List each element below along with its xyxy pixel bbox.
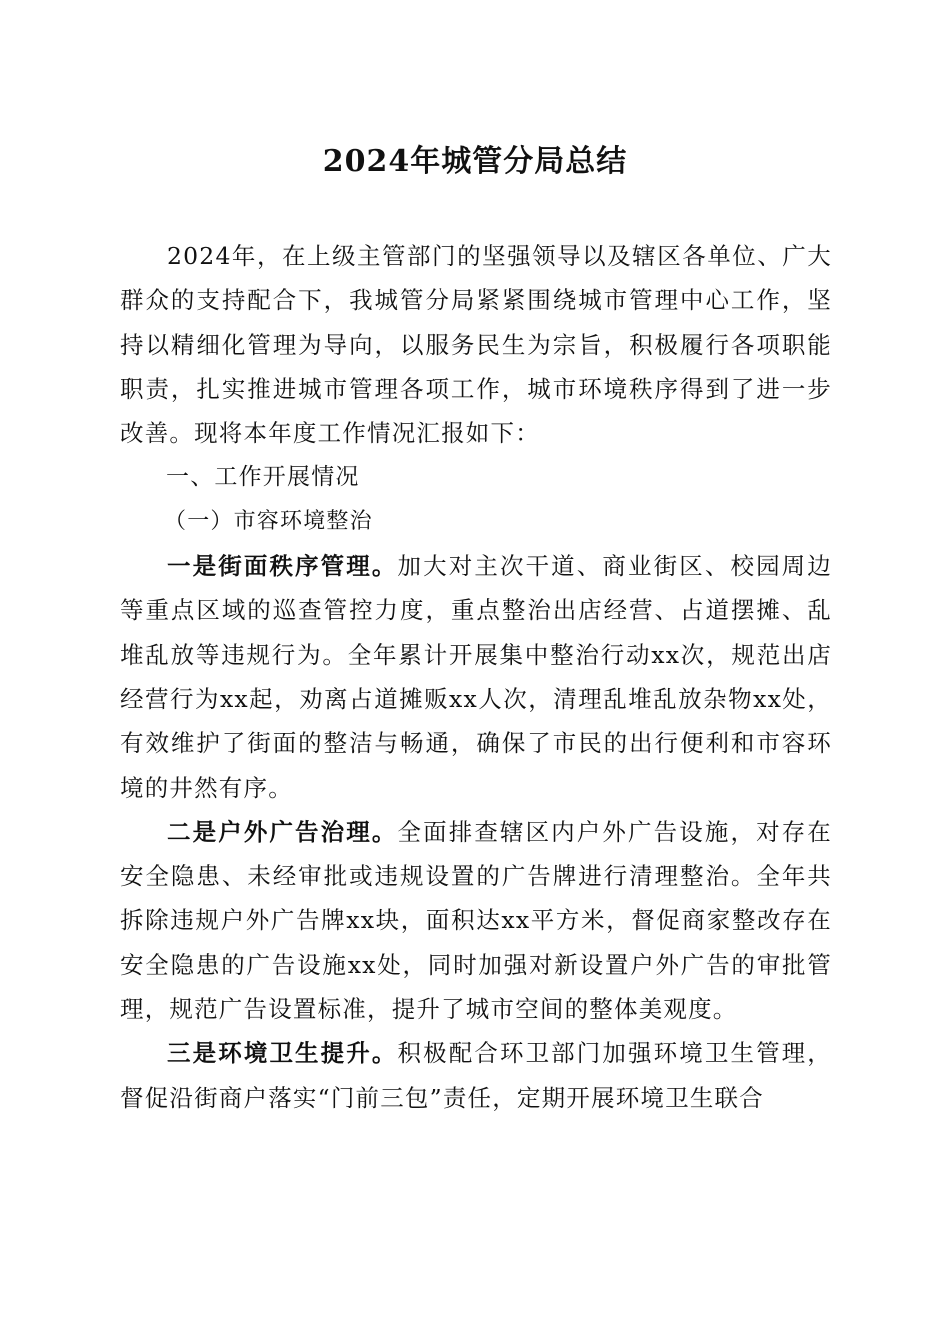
item-paragraph-2: [120, 810, 832, 1031]
item-paragraph-1: [120, 544, 832, 810]
subsection-heading: （一）市容环境整治: [164, 508, 373, 534]
section-heading: 一、工作开展情况: [166, 464, 360, 491]
item-lead-1: 一是街面秩序管理。: [167, 552, 398, 581]
document-body: [120, 234, 832, 1120]
item-lead-2: 二是户外广告治理。: [167, 817, 398, 846]
intro-paragraph: 2024年，在上级主管部门的坚强领导以及辖区各单位、广大群众的支持配合下，我城管分局紧紧围绕城市管理中心工作，坚持以精细化管理为导向，以服务民生为宗旨，积极履行各项职能职责，扎实推进城市管理各项工作，城市环境秩序得到了进一步改善。现将本年度工作情况汇报如下：: [120, 242, 832, 448]
item-text-3: 积极配合环卫部门加强环境卫生管理，督促沿街商户落实“门前三包”责任，定期开展环境卫生联合: [120, 1039, 832, 1112]
item-text-2: 全面排查辖区内户外广告设施，对存在安全隐患、未经审批或违规设置的广告牌进行清理整治。全年共拆除违规户外广告牌xx块，面积达xx平方米，督促商家整改存在安全隐患的广告设施xx处，同时加强对新设置户外广告的审批管理，规范广告设置标准，提升了城市空间的整体美观度。: [120, 817, 832, 1024]
document-title: 2024年城管分局总结: [322, 144, 628, 179]
item-text-1: 加大对主次干道、商业街区、校园周边等重点区域的巡查管控力度，重点整治出店经营、占道摆摊、乱堆乱放等违规行为。全年累计开展集中整治行动xx次，规范出店经营行为xx起，劝离占道摊贩xx人次，清理乱堆乱放杂物xx处，有效维护了街面的整洁与畅通，确保了市民的出行便利和市容环境的井然有序。: [120, 552, 832, 802]
item-paragraph-3: [120, 1031, 832, 1120]
item-lead-3: 三是环境卫生提升。: [167, 1039, 398, 1068]
